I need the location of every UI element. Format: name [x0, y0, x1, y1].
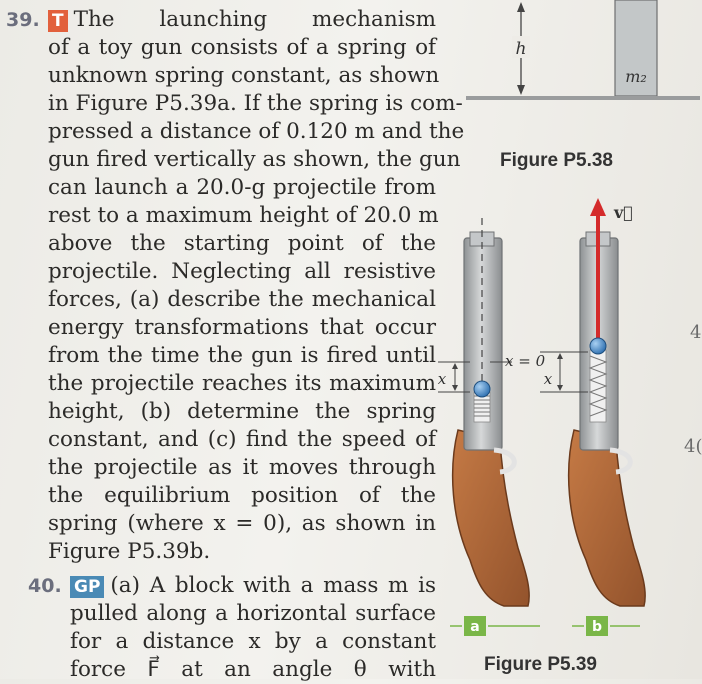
problem-39-line: of a toy gun consists of a spring of — [48, 35, 436, 60]
problem-39-line: energy transformations that occur — [48, 315, 436, 340]
gun-b-projectile — [590, 338, 606, 354]
problem-39-line: Figure P5.39b. — [48, 539, 211, 564]
problem-40-line: pulled along a horizontal surface — [70, 601, 436, 626]
problem-39-line: from the time the gun is fired until — [48, 343, 436, 368]
arrow-down-icon — [557, 385, 563, 391]
arrow-up-icon — [557, 353, 563, 359]
gun-a-x-label: x — [437, 370, 447, 388]
mass-m2-label: m₂ — [625, 67, 647, 86]
tutorial-badge: T — [48, 10, 68, 32]
problem-39-number: 39. — [6, 9, 40, 31]
arrow-down-icon — [517, 85, 525, 95]
problem-39-line: gun fired vertically as shown, the gun — [48, 147, 461, 172]
problem-39-line: height, (b) determine the spring — [48, 399, 436, 424]
problem-39-line: the projectile reaches its maximum — [48, 371, 436, 396]
edge-text-top: 4 — [690, 322, 702, 343]
problem-39-line: projectile. Neglecting all resistive — [48, 259, 436, 284]
arrow-up-icon — [517, 2, 525, 12]
arrow-down-icon — [452, 385, 458, 391]
gun-a-projectile — [474, 381, 490, 397]
problem-39-line-text: The launching mechanism — [73, 7, 436, 32]
problem-39-line: above the starting point of the — [48, 231, 436, 256]
figure-p5-38-caption: Figure P5.38 — [500, 150, 613, 171]
problem-40-line: force F⃗ at an angle θ with — [70, 657, 436, 682]
gun-b — [540, 198, 645, 606]
problem-40-line-text: (a) A block with a mass m is — [110, 573, 436, 598]
problem-39-line: constant, and (c) find the speed of — [48, 427, 436, 452]
figure-p5-39-caption: Figure P5.39 — [484, 654, 597, 675]
gun-a — [438, 218, 546, 606]
height-label: h — [515, 39, 527, 59]
gun-a-stock — [453, 430, 530, 606]
problem-39-line: spring (where x = 0), as shown in — [48, 511, 436, 536]
problem-39-line: rest to a maximum height of 20.0 m — [48, 203, 439, 228]
figure-p5-38 — [466, 0, 700, 100]
gun-b-stock — [569, 430, 646, 606]
problem-39-line: forces, (a) describe the mechanical — [48, 287, 436, 312]
problem-40-line: for a distance x by a constant — [70, 629, 436, 654]
problem-40-number: 40. — [28, 575, 62, 597]
subfigure-labels — [450, 616, 640, 636]
problem-39-line: pressed a distance of 0.120 m and the — [48, 119, 465, 144]
velocity-label: v⃗ — [614, 203, 633, 222]
problem-39-line: the equilibrium position of the — [48, 483, 436, 508]
problem-39-line: in Figure P5.39a. If the spring is com- — [48, 91, 463, 116]
floor-line — [466, 96, 700, 100]
arrow-up-icon — [452, 363, 458, 369]
guided-problem-badge: GP — [70, 576, 104, 598]
velocity-arrow-head-icon — [590, 198, 606, 216]
label-a: a — [470, 619, 480, 635]
equilibrium-label: x = 0 — [505, 352, 546, 370]
problem-39-line: can launch a 20.0-g projectile from — [48, 175, 436, 200]
edge-text-bottom: 4( — [684, 436, 702, 457]
problem-39-line: the projectile as it moves through — [48, 455, 436, 480]
gun-b-x-label: x — [543, 370, 553, 388]
label-b: b — [591, 619, 603, 635]
problem-39-line: unknown spring constant, as shown — [48, 63, 440, 88]
